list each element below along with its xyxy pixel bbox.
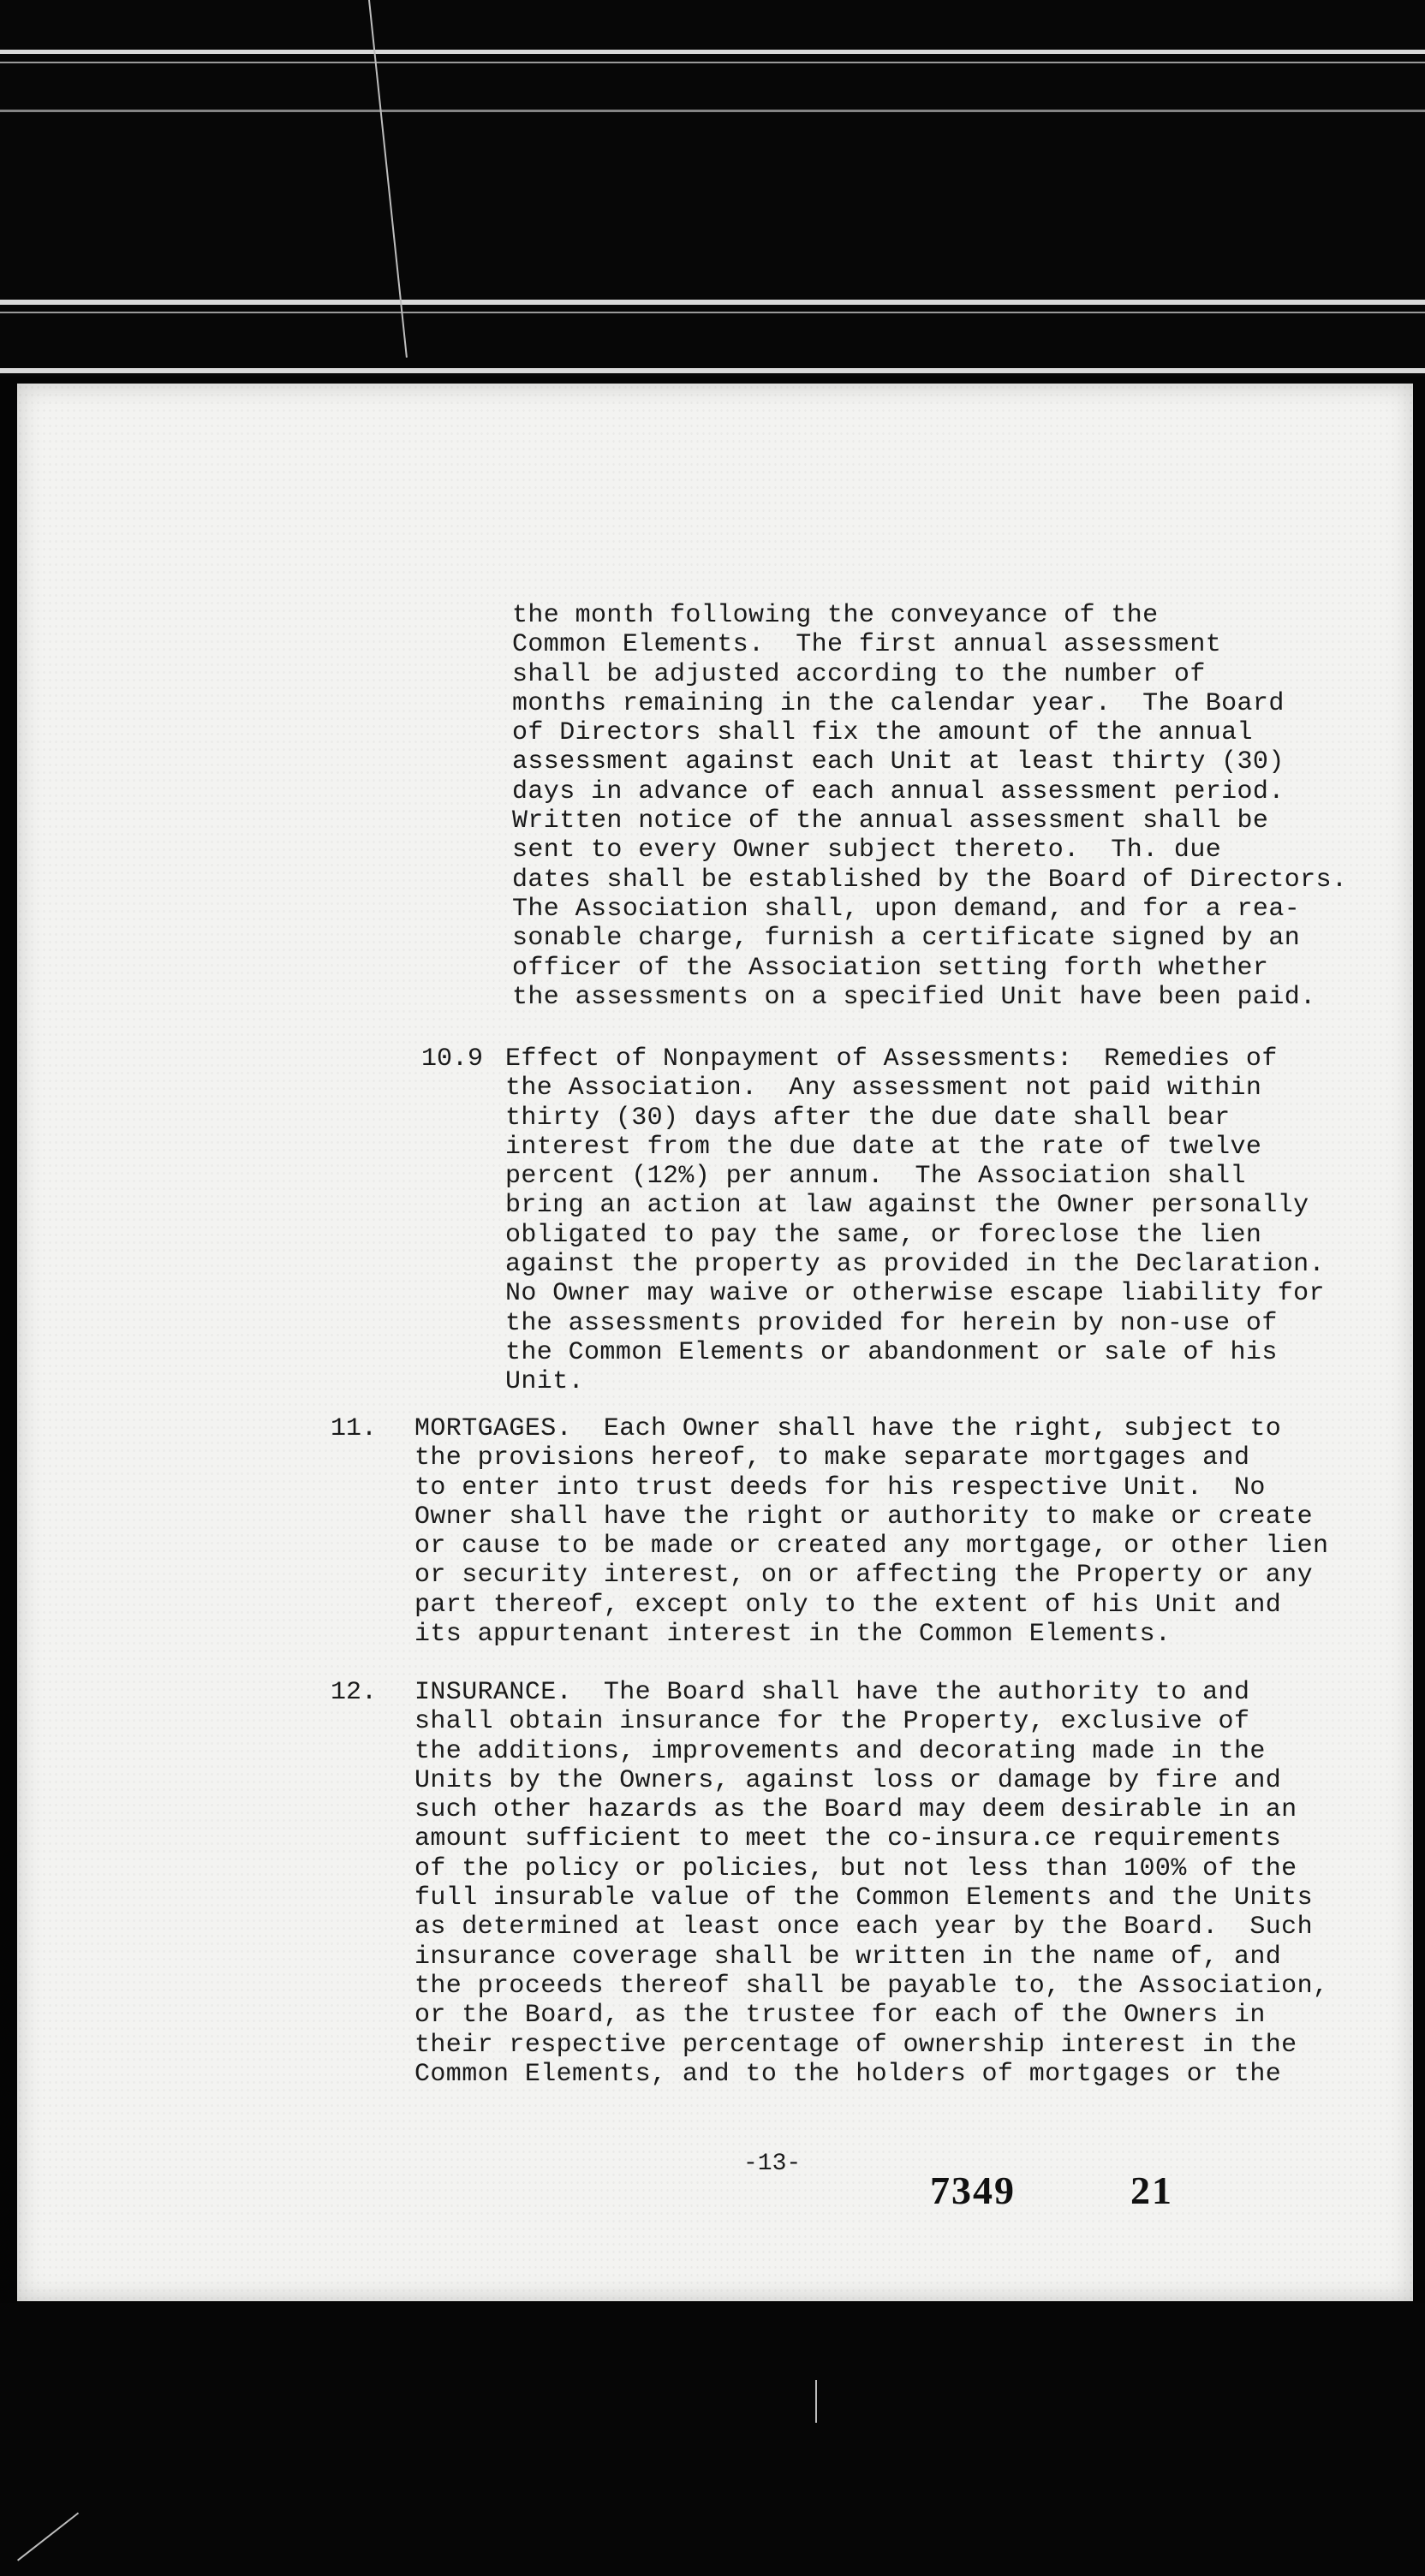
section-10-8-continued-text: the month following the conveyance of the Common Elements. The first annual assessment shall be adjusted according to the number of months remaining in the calendar year. The Board of Directors shall fix the amount of the annual assessment against each Unit at least thirty (30) days in advance of each annual assessment period. Written notice of the annual assessment shall be sent to every Owner subject thereto. Th. due dates shall be established by the Board of Directors. The Association shall, upon demand, and for a rea- sonable charge, furnish a certificate signed by an officer of the Association setting forth whether the assessments on a specified Unit have been paid. bbox=[512, 601, 1348, 1012]
scan-scratch bbox=[815, 2380, 817, 2423]
page-number-stamp: 21 bbox=[1130, 2168, 1173, 2212]
document-page bbox=[17, 384, 1413, 2301]
scan-artifact-line bbox=[0, 300, 1425, 305]
scan-artifact-line bbox=[0, 110, 1425, 112]
book-number-stamp: 7349 bbox=[930, 2168, 1016, 2212]
page-number: -13- bbox=[743, 2151, 802, 2177]
section-10-9-number: 10.9 bbox=[421, 1044, 484, 1074]
section-12-text: INSURANCE. The Board shall have the authority to and shall obtain insurance for the Property, exclusive of the additions, improvements and decorating made in the Units by the Owners, against loss or damage by fire and such other hazards as the Board may deem desirable in an amount sufficient to meet the co-insura.ce requirements of the policy or policies, but not less than 100% of the full insurable value of the Common Elements and the Units as determined at least once each year by the Board. Such insurance coverage shall be written in the name of, and the proceeds thereof shall be payable to, the Association, or the Board, as the trustee for each of the Owners in their respective percentage of ownership interest in the Common Elements, and to the holders of mortgages or the bbox=[414, 1678, 1329, 2089]
section-11-text: MORTGAGES. Each Owner shall have the right, subject to the provisions hereof, to make separate mortgages and to enter into trust deeds for his respective Unit. No Owner shall have the right or authority to make or create or cause to be made or created any mortgage, or other lien or security interest, on or affecting the Property or any part thereof, except only to the extent of his Unit and its appurtenant interest in the Common Elements. bbox=[414, 1414, 1329, 1650]
section-10-9-text: Effect of Nonpayment of Assessments: Remedies of the Association. Any assessment not paid within thirty (30) days after the due date shall bear interest from the due date at the rate of twelve percent (12%) per annum. The Association shall bring an action at law against the Owner personally obligated to pay the same, or foreclose the lien against the property as provided in the Declaration. No Owner may waive or otherwise escape liability for the assessments provided for herein by non-use of the Common Elements or abandonment or sale of his Unit. bbox=[505, 1044, 1325, 1397]
scan-scratch bbox=[17, 2513, 79, 2561]
section-11-number: 11. bbox=[331, 1414, 378, 1443]
scan-border-bottom bbox=[0, 2303, 1425, 2576]
section-12-number: 12. bbox=[331, 1678, 378, 1707]
scan-artifact-line bbox=[0, 312, 1425, 313]
scan-border-top bbox=[0, 0, 1425, 377]
scan-artifact-line bbox=[0, 368, 1425, 373]
scan-artifact-line bbox=[0, 50, 1425, 54]
scan-artifact-line bbox=[0, 62, 1425, 63]
